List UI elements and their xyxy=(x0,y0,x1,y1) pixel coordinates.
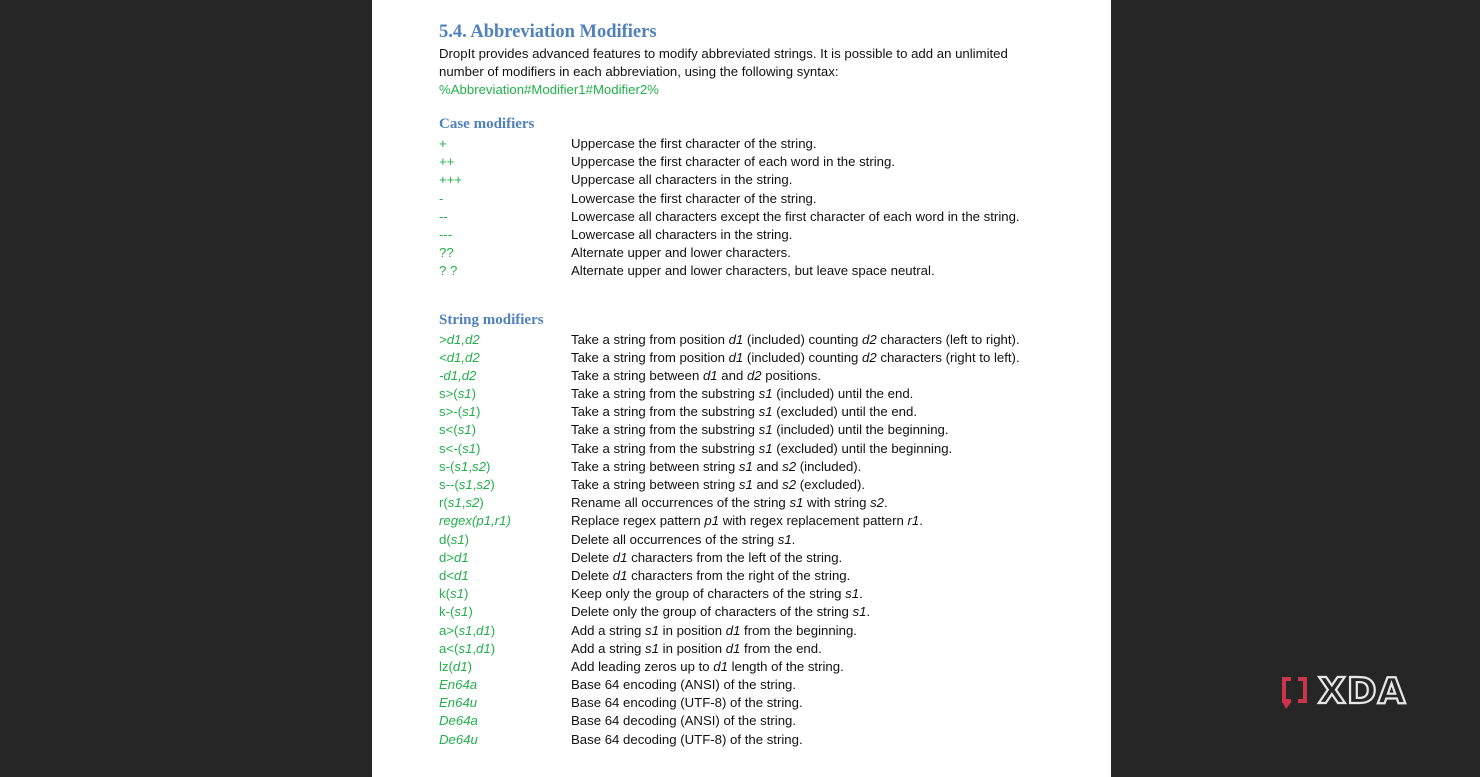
modifier-description: Lowercase all characters except the first character of each word in the string. xyxy=(571,208,1020,224)
modifier-description: Uppercase all characters in the string. xyxy=(571,172,793,188)
modifier-description: Rename all occurrences of the string s1 with string s2. xyxy=(571,495,888,511)
modifier-code: d>d1 xyxy=(439,549,469,565)
modifier-description: Delete d1 characters from the left of the string. xyxy=(571,549,843,565)
modifier-row xyxy=(439,403,1059,421)
modifier-row xyxy=(439,385,1059,403)
modifier-row xyxy=(439,440,1059,458)
modifier-description: Delete only the group of characters of the string s1. xyxy=(571,604,871,620)
modifier-code: -d1,d2 xyxy=(439,367,477,383)
modifier-code: regex(p1,r1) xyxy=(439,513,511,529)
modifier-row xyxy=(439,421,1059,439)
modifier-row xyxy=(439,603,1059,621)
modifier-code: k-(s1) xyxy=(439,604,473,620)
modifier-description: Base 64 encoding (UTF-8) of the string. xyxy=(571,695,803,711)
modifier-description: Alternate upper and lower characters, but leave space neutral. xyxy=(571,263,935,279)
modifier-row xyxy=(439,349,1059,367)
case-modifiers-list xyxy=(439,135,1059,281)
modifier-description: Take a string between d1 and d2 positions. xyxy=(571,367,822,383)
modifier-description: Base 64 decoding (ANSI) of the string. xyxy=(571,713,797,729)
modifier-row xyxy=(439,494,1059,512)
modifier-row xyxy=(439,153,1059,171)
modifier-description: Take a string between string s1 and s2 (excluded). xyxy=(571,477,865,492)
modifier-code: s-(s1,s2) xyxy=(439,458,491,474)
modifier-row xyxy=(439,244,1059,262)
modifier-code: ?? xyxy=(439,245,454,261)
modifier-description: Take a string from the substring s1 (included) until the end. xyxy=(571,386,914,402)
modifier-code: s>(s1) xyxy=(439,386,477,402)
modifier-code: - xyxy=(439,190,444,206)
modifier-code: De64u xyxy=(439,731,478,747)
modifier-row xyxy=(439,640,1059,658)
modifier-row xyxy=(439,512,1059,530)
modifier-row xyxy=(439,208,1059,226)
modifier-code: d(s1) xyxy=(439,531,470,547)
modifier-description: Delete d1 characters from the right of the string. xyxy=(571,567,851,583)
modifier-row xyxy=(439,585,1059,603)
modifier-code: + xyxy=(439,136,447,151)
modifier-code: ? ? xyxy=(439,263,458,279)
modifier-code: a>(s1,d1) xyxy=(439,622,496,638)
modifier-description: Alternate upper and lower characters. xyxy=(571,245,791,261)
modifier-code: <d1,d2 xyxy=(439,349,480,365)
modifier-row xyxy=(439,731,1059,749)
modifier-code: De64a xyxy=(439,713,478,729)
modifier-code: s>-(s1) xyxy=(439,404,481,420)
modifier-code: ++ xyxy=(439,154,455,170)
modifier-code: s<(s1) xyxy=(439,422,477,438)
modifier-row xyxy=(439,331,1059,349)
modifier-row xyxy=(439,658,1059,676)
modifier-row xyxy=(439,367,1059,385)
string-modifiers-list xyxy=(439,331,1059,749)
modifier-row xyxy=(439,190,1059,208)
modifier-description: Base 64 encoding (ANSI) of the string. xyxy=(571,677,797,693)
modifier-row xyxy=(439,171,1059,189)
modifier-row xyxy=(439,712,1059,730)
section-title: 5.4. Abbreviation Modifiers xyxy=(439,22,657,42)
modifier-description: Uppercase the first character of each word in the string. xyxy=(571,154,895,170)
document-page xyxy=(372,0,1111,777)
modifier-code: +++ xyxy=(439,172,463,188)
modifier-row xyxy=(439,694,1059,712)
modifier-code: En64a xyxy=(439,677,478,693)
modifier-description: Replace regex pattern p1 with regex replacement pattern r1. xyxy=(571,513,923,529)
modifier-description: Base 64 decoding (UTF-8) of the string. xyxy=(571,731,803,747)
modifier-description: Lowercase the first character of the string. xyxy=(571,190,817,206)
modifier-description: Take a string from the substring s1 (included) until the beginning. xyxy=(571,422,949,438)
modifier-row xyxy=(439,226,1059,244)
page-content xyxy=(439,19,1059,749)
modifier-row xyxy=(439,531,1059,549)
modifier-code: lz(d1) xyxy=(439,658,472,674)
case-modifiers-heading: Case modifiers xyxy=(439,116,535,132)
modifier-code: s<-(s1) xyxy=(439,440,481,456)
modifier-description: Take a string between string s1 and s2 (included). xyxy=(571,458,862,474)
modifier-row xyxy=(439,135,1059,153)
modifier-code: r(s1,s2) xyxy=(439,495,484,511)
modifier-description: Take a string from position d1 (included) counting d2 characters (right to left). xyxy=(571,349,1020,365)
modifier-description: Keep only the group of characters of the string s1. xyxy=(571,586,863,602)
modifier-description: Add leading zeros up to d1 length of the string. xyxy=(571,658,844,674)
syntax-example: %Abbreviation#Modifier1#Modifier2% xyxy=(439,82,659,97)
modifier-row xyxy=(439,567,1059,585)
modifier-description: Add a string s1 in position d1 from the beginning. xyxy=(571,622,857,638)
xda-bracket-logo-icon xyxy=(1282,675,1312,709)
modifier-description: Take a string from the substring s1 (excluded) until the beginning. xyxy=(571,440,953,456)
intro-line-2: number of modifiers in each abbreviation, using the following syntax: xyxy=(439,64,839,79)
modifier-row xyxy=(439,476,1059,494)
modifier-row xyxy=(439,458,1059,476)
modifier-description: Delete all occurrences of the string s1. xyxy=(571,531,796,547)
modifier-row xyxy=(439,549,1059,567)
modifier-code: En64u xyxy=(439,695,478,711)
modifier-description: Uppercase the first character of the string. xyxy=(571,136,817,151)
modifier-code: k(s1) xyxy=(439,586,469,602)
modifier-code: d<d1 xyxy=(439,567,469,583)
modifier-code: --- xyxy=(439,226,453,242)
modifier-code: >d1,d2 xyxy=(439,331,480,347)
modifier-row xyxy=(439,262,1059,280)
intro-line-1: DropIt provides advanced features to modify abbreviated strings. It is possible to add an unlimited xyxy=(439,46,1008,61)
watermark-text: XDA xyxy=(1318,671,1407,712)
modifier-row xyxy=(439,622,1059,640)
string-modifiers-heading: String modifiers xyxy=(439,311,544,328)
xda-watermark xyxy=(1282,672,1407,712)
modifier-row xyxy=(439,676,1059,694)
modifier-code: s--(s1,s2) xyxy=(439,477,495,492)
modifier-code: a<(s1,d1) xyxy=(439,640,496,656)
modifier-description: Add a string s1 in position d1 from the end. xyxy=(571,640,822,656)
modifier-description: Take a string from position d1 (included) counting d2 characters (left to right). xyxy=(571,331,1020,347)
modifier-description: Take a string from the substring s1 (excluded) until the end. xyxy=(571,404,917,420)
modifier-code: -- xyxy=(439,208,448,224)
modifier-description: Lowercase all characters in the string. xyxy=(571,226,793,242)
